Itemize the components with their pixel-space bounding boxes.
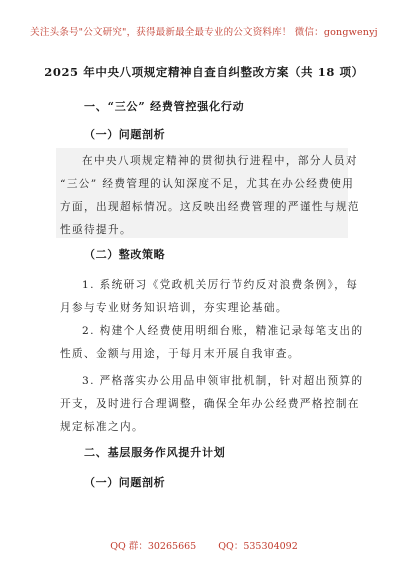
header-banner: 关注头条号"公文研究"，获得最新最全最专业的公文资料库！ 微信：gongwenyj	[30, 27, 378, 38]
section-1-problem-heading: （一）问题剖析	[84, 128, 166, 141]
section-1-problem-paragraph	[60, 150, 360, 242]
paragraph-line: 月参与专业财务知识培训，夯实理论基础。	[60, 302, 288, 314]
paragraph-line: 在中央八项规定精神的贯彻执行进程中，部分人员对	[82, 155, 358, 167]
footer-contact	[0, 538, 408, 552]
section-2-heading: 二、基层服务作风提升计划	[84, 446, 226, 459]
paragraph-line: “三公” 经费管理的认知深度不足，尤其在办公经费使用	[60, 178, 355, 190]
strategy-item-1	[60, 274, 359, 320]
paragraph-line: 开支，及时进行合理调整，确保全年办公经费严格控制在	[60, 398, 360, 410]
paragraph-line: 1. 系统研习《党政机关厉行节约反对浪费条例》，每	[82, 279, 359, 291]
section-2-problem-heading: （一）问题剖析	[84, 476, 166, 489]
paragraph-line: 规定标准之内。	[60, 421, 144, 433]
paragraph-line: 3. 严格落实办公用品申领审批机制，针对超出预算的	[82, 375, 364, 387]
footer-qq: QQ：535304092	[218, 541, 298, 552]
strategy-item-2	[60, 320, 364, 366]
footer-qq-group: QQ 群：30265665	[110, 541, 197, 552]
paragraph-line: 性质、金额与用途，于每月末开展自我审查。	[60, 348, 300, 360]
section-1-heading: 一、“三公” 经费管控强化行动	[84, 100, 245, 113]
strategy-item-3	[60, 370, 364, 439]
document-title: 2025 年中央八项规定精神自查自纠整改方案（共 18 项）	[44, 65, 364, 79]
paragraph-line: 方面，出现超标情况。这反映出经费管理的严谨性与规范	[60, 201, 360, 213]
section-1-strategy-heading: （二）整改策略	[84, 248, 166, 261]
paragraph-line: 性亟待提升。	[60, 224, 132, 236]
paragraph-line: 2. 构建个人经费使用明细台账，精准记录每笔支出的	[82, 325, 364, 337]
